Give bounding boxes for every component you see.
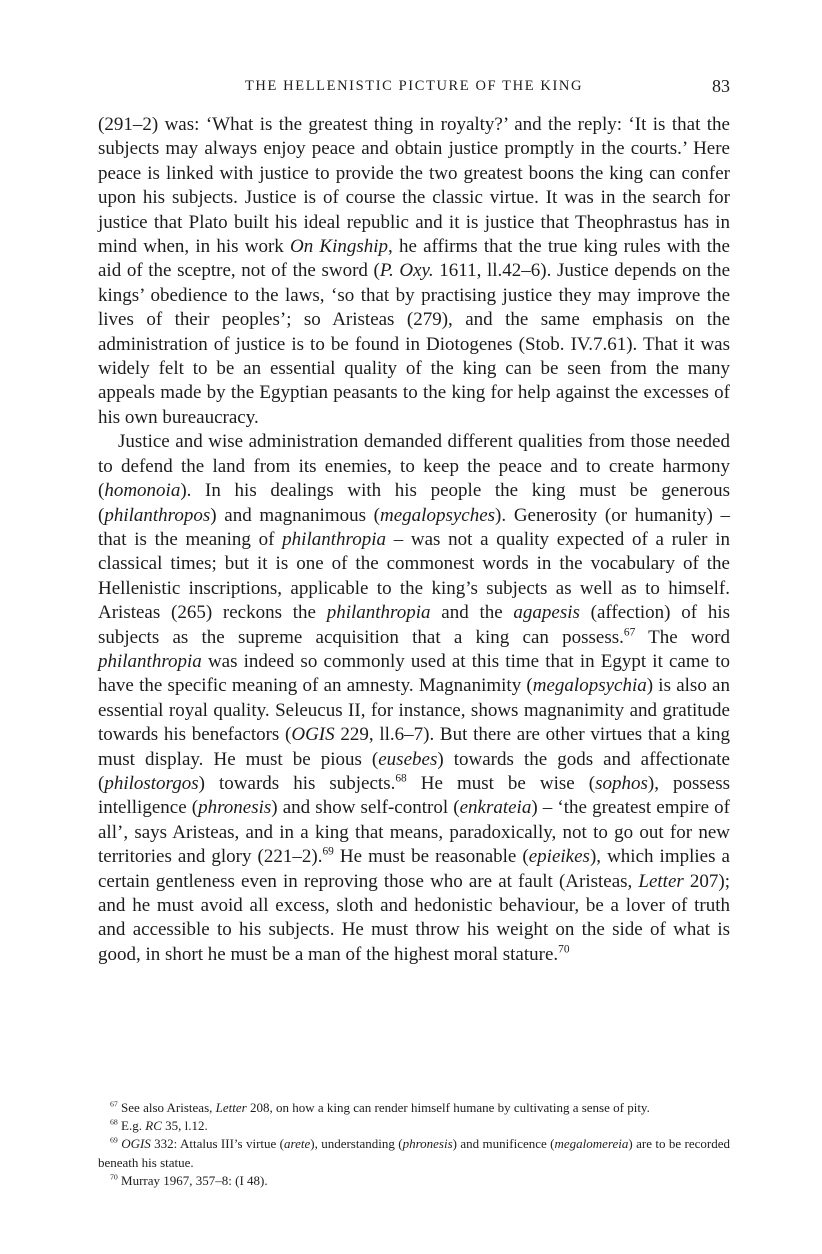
italic-term: megalopsychia: [532, 675, 647, 697]
text-run: See also Aristeas,: [117, 1100, 216, 1115]
text-run: E.g.: [117, 1118, 146, 1134]
italic-term: phronesis: [402, 1136, 453, 1152]
paragraph: [98, 113, 730, 430]
italic-term: agapesis: [513, 602, 580, 624]
text-run: ) and munificence (: [452, 1136, 555, 1152]
text-run: 208, on how a king can render himself humane by cultivating a sense of pity.: [246, 1100, 650, 1115]
footnote-ref: 70: [558, 943, 570, 956]
italic-term: philanthropia: [326, 602, 431, 624]
italic-term: On Kingship: [289, 236, 389, 258]
text-run: ), understanding (: [310, 1136, 403, 1152]
italic-term: philanthropos: [104, 504, 211, 526]
text-run: (affection) of his subjects as the supreme acquisition that a king can possess.: [98, 602, 730, 648]
italic-term: epieikes: [528, 846, 590, 868]
text-run: Murray 1967, 357–8: (I 48).: [117, 1172, 268, 1188]
text-run: (291–2) was: ‘What is the greatest thing in royalty?’ and the reply: ‘It is that the subjects may always enjoy peace and obtain justice promptly in the courts.’ Here peace is linked with justice to provide the two greatest boons the king can confer upon his subjects. Justice is of course the classic virtue. It was in the search for justice that Plato built his ideal republic and it is justice that Theophrastus has in mind when, in his work: [98, 114, 730, 258]
italic-term: eusebes: [378, 748, 438, 770]
running-head: [98, 78, 730, 102]
italic-term: phronesis: [198, 797, 272, 819]
text-run: 1611, ll.42–6). Justice depends on the kings’ obedience to the laws, ‘so that by practising justice they may improve the lives of their peoples’; so Aristeas (279), and the same emphasis on the administration of justice is to be found in Diotogenes (Stob. IV.7.61). That it was widely felt to be an essential quality of the king can be seen from the many appeals made by the Egyptian peasants to the king for help against the excesses of his own bureaucracy.: [98, 260, 730, 428]
running-title: THE HELLENISTIC PICTURE OF THE KING: [244, 78, 584, 94]
text-run: 332: Attalus III’s virtue (: [150, 1136, 284, 1152]
italic-term: philostorgos: [104, 772, 199, 794]
text-run: ) – ‘the greatest empire of all’, says Aristeas, and in a king that means, paradoxically, not to go out for new territories and glory (221–2).: [98, 797, 730, 868]
footnote-68: [98, 1117, 730, 1135]
text-run: ) is also an essential royal quality. Seleucus II, for instance, shows magnanimity and gratitude towards his benefactors (: [98, 675, 730, 746]
footnote-ref: 68: [395, 772, 407, 785]
italic-term: sophos: [595, 772, 648, 794]
footnote-ref: 69: [322, 845, 334, 858]
italic-term: homonoia: [104, 480, 181, 502]
text-run: He must be wise (: [406, 772, 596, 794]
italic-term: P. Oxy.: [379, 260, 434, 282]
text-run: ) and magnanimous (: [210, 504, 381, 526]
text-run: ) towards his subjects.: [198, 772, 396, 794]
text-run: – was not a quality expected of a ruler in classical times; but it is one of the commonest words in the vocabulary of the Hellenistic inscriptions, applicable to the king’s subjects as well as to himself. Aristeas (265) reckons the: [98, 528, 730, 624]
text-run: Justice and wise administration demanded different qualities from those needed to defend the land from its enemies, to keep the peace and to create harmony (: [98, 431, 730, 502]
italic-term: megalopsyches: [380, 504, 496, 526]
italic-term: OGIS: [291, 724, 335, 746]
italic-term: megalomereia: [554, 1136, 629, 1152]
italic-term: philanthropia: [282, 528, 386, 550]
footnote-ref: 68: [110, 1117, 118, 1127]
text-run: ) and show self-control (: [271, 797, 460, 819]
footnote-ref: 67: [110, 1099, 118, 1109]
body-text: [98, 113, 730, 967]
footnote-ref: 70: [110, 1172, 118, 1182]
italic-term: enkrateia: [459, 797, 532, 819]
text-run: ), possess intelligence (: [98, 772, 730, 819]
italic-term: arete: [284, 1136, 311, 1152]
text-run: ) towards the gods and affectionate (: [98, 748, 730, 794]
italic-term: RC: [145, 1118, 162, 1134]
italic-term: Letter: [638, 870, 684, 892]
footnote-ref: 69: [110, 1136, 118, 1146]
paragraph: [98, 430, 730, 967]
text-run: was indeed so commonly used at this time that in Egypt it came to have the specific meaning of an amnesty. Magnanimity (: [98, 650, 730, 697]
italic-term: OGIS: [121, 1136, 151, 1152]
italic-term: philanthropia: [98, 650, 202, 672]
footnotes: [98, 1099, 730, 1190]
footnote-69: [98, 1135, 730, 1171]
text-run: He must be reasonable (: [333, 846, 529, 868]
text-run: 35, l.12.: [161, 1118, 208, 1134]
footnote-70: [98, 1172, 730, 1190]
text-run: The word: [635, 626, 731, 648]
footnote-ref: 67: [623, 626, 636, 639]
text-run: ). Generosity (or humanity) – that is the meaning of: [98, 504, 731, 550]
text-run: 229, ll.6–7). But there are other virtues that a king must display. He must be pious (: [98, 724, 730, 770]
text-run: ) are to be recorded beneath his statue.: [98, 1136, 730, 1170]
text-run: ). In his dealings with his people the king must be generous (: [98, 480, 730, 526]
italic-term: Letter: [215, 1100, 247, 1115]
text-run: 207); and he must avoid all excess, sloth and hedonistic behaviour, be a lover of truth and accessible to his subjects. He must throw his weight on the side of what is good, in short he must be a man of the highest moral stature.: [98, 870, 730, 965]
text-run: and the: [430, 602, 514, 624]
page-number: 83: [712, 76, 730, 96]
footnote-67: [98, 1099, 730, 1117]
text-run: , he affirms that the true king rules with the aid of the sceptre, not of the sword (: [98, 236, 730, 282]
text-run: ), which implies a certain gentleness even in reproving those who are at fault (Aristeas,: [98, 846, 730, 892]
